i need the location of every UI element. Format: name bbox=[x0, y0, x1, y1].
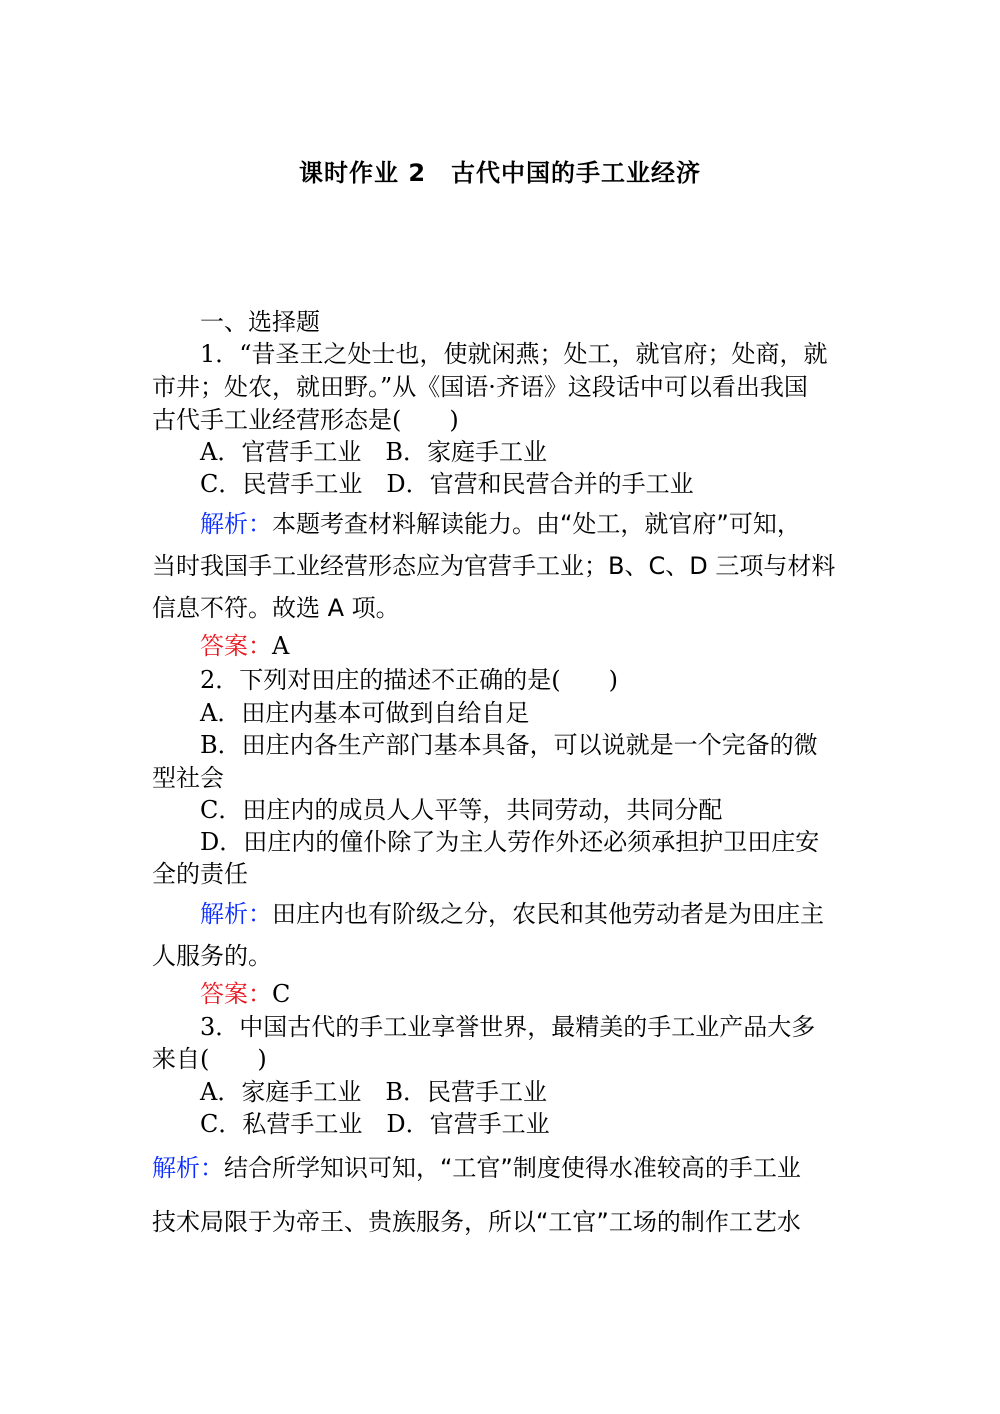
q3-stem-line-1: 3．中国古代的手工业享誉世界，最精美的手工业产品大多 bbox=[200, 1013, 816, 1041]
q2-answer-label: 答案： bbox=[200, 980, 272, 1008]
q2-option-a: A．田庄内基本可做到自给自足 bbox=[200, 699, 530, 727]
q1-answer-line bbox=[200, 630, 900, 662]
q2-answer-value: C bbox=[272, 980, 291, 1008]
q1-analysis-line-3: 信息不符。故选 A 项。 bbox=[152, 594, 400, 622]
q2-analysis-label: 解析： bbox=[200, 900, 272, 928]
q1-analysis-label: 解析： bbox=[200, 510, 272, 538]
q2-option-d-line-1: D．田庄内的僮仆除了为主人劳作外还必须承担护卫田庄安 bbox=[200, 828, 820, 856]
q3-analysis-label: 解析： bbox=[152, 1154, 224, 1182]
page-title: 课时作业 2 古代中国的手工业经济 bbox=[298, 159, 702, 187]
q2-answer-line bbox=[200, 978, 900, 1010]
q1-stem-line-1: 1．“昔圣王之处士也，使就闲燕；处工，就官府；处商，就 bbox=[200, 340, 828, 368]
q3-options-ab: A．家庭手工业 B．民营手工业 bbox=[200, 1078, 547, 1106]
q1-options-ab: A．官营手工业 B．家庭手工业 bbox=[200, 438, 547, 466]
q3-analysis-text-1: 结合所学知识可知，“工官”制度使得水准较高的手工业 bbox=[224, 1154, 801, 1182]
q1-answer-value: A bbox=[272, 632, 290, 660]
q1-analysis-line-2: 当时我国手工业经营形态应为官营手工业；B、C、D 三项与材料 bbox=[152, 552, 836, 580]
q2-analysis-line-2: 人服务的。 bbox=[152, 942, 272, 970]
q1-stem-line-2: 市井；处农，就田野。”从《国语·齐语》这段话中可以看出我国 bbox=[152, 373, 808, 401]
q3-options-cd: C．私营手工业 D．官营手工业 bbox=[200, 1110, 550, 1138]
q2-stem: 2．下列对田庄的描述不正确的是( ) bbox=[200, 666, 618, 694]
q1-answer-label: 答案： bbox=[200, 632, 272, 660]
q1-analysis-text-1: 本题考查材料解读能力。由“处工，就官府”可知， bbox=[272, 510, 801, 538]
section-heading: 一、选择题 bbox=[200, 308, 320, 336]
q2-option-c: C．田庄内的成员人人平等，共同劳动，共同分配 bbox=[200, 796, 723, 824]
q3-analysis-line-1 bbox=[152, 1152, 852, 1184]
q3-stem-line-2: 来自( ) bbox=[152, 1045, 267, 1073]
q2-option-b-line-1: B．田庄内各生产部门基本具备，可以说就是一个完备的微 bbox=[200, 731, 818, 759]
q3-analysis-line-2: 技术局限于为帝王、贵族服务，所以“工官”工场的制作工艺水 bbox=[152, 1208, 801, 1236]
q2-option-b-line-2: 型社会 bbox=[152, 764, 224, 792]
q2-option-d-line-2: 全的责任 bbox=[152, 860, 248, 888]
q1-analysis-line-1 bbox=[200, 508, 900, 540]
q1-stem-line-3: 古代手工业经营形态是( ) bbox=[152, 406, 459, 434]
q2-analysis-text-1: 田庄内也有阶级之分，农民和其他劳动者是为田庄主 bbox=[272, 900, 824, 928]
q1-options-cd: C．民营手工业 D．官营和民营合并的手工业 bbox=[200, 470, 694, 498]
q2-analysis-line-1 bbox=[200, 898, 900, 930]
